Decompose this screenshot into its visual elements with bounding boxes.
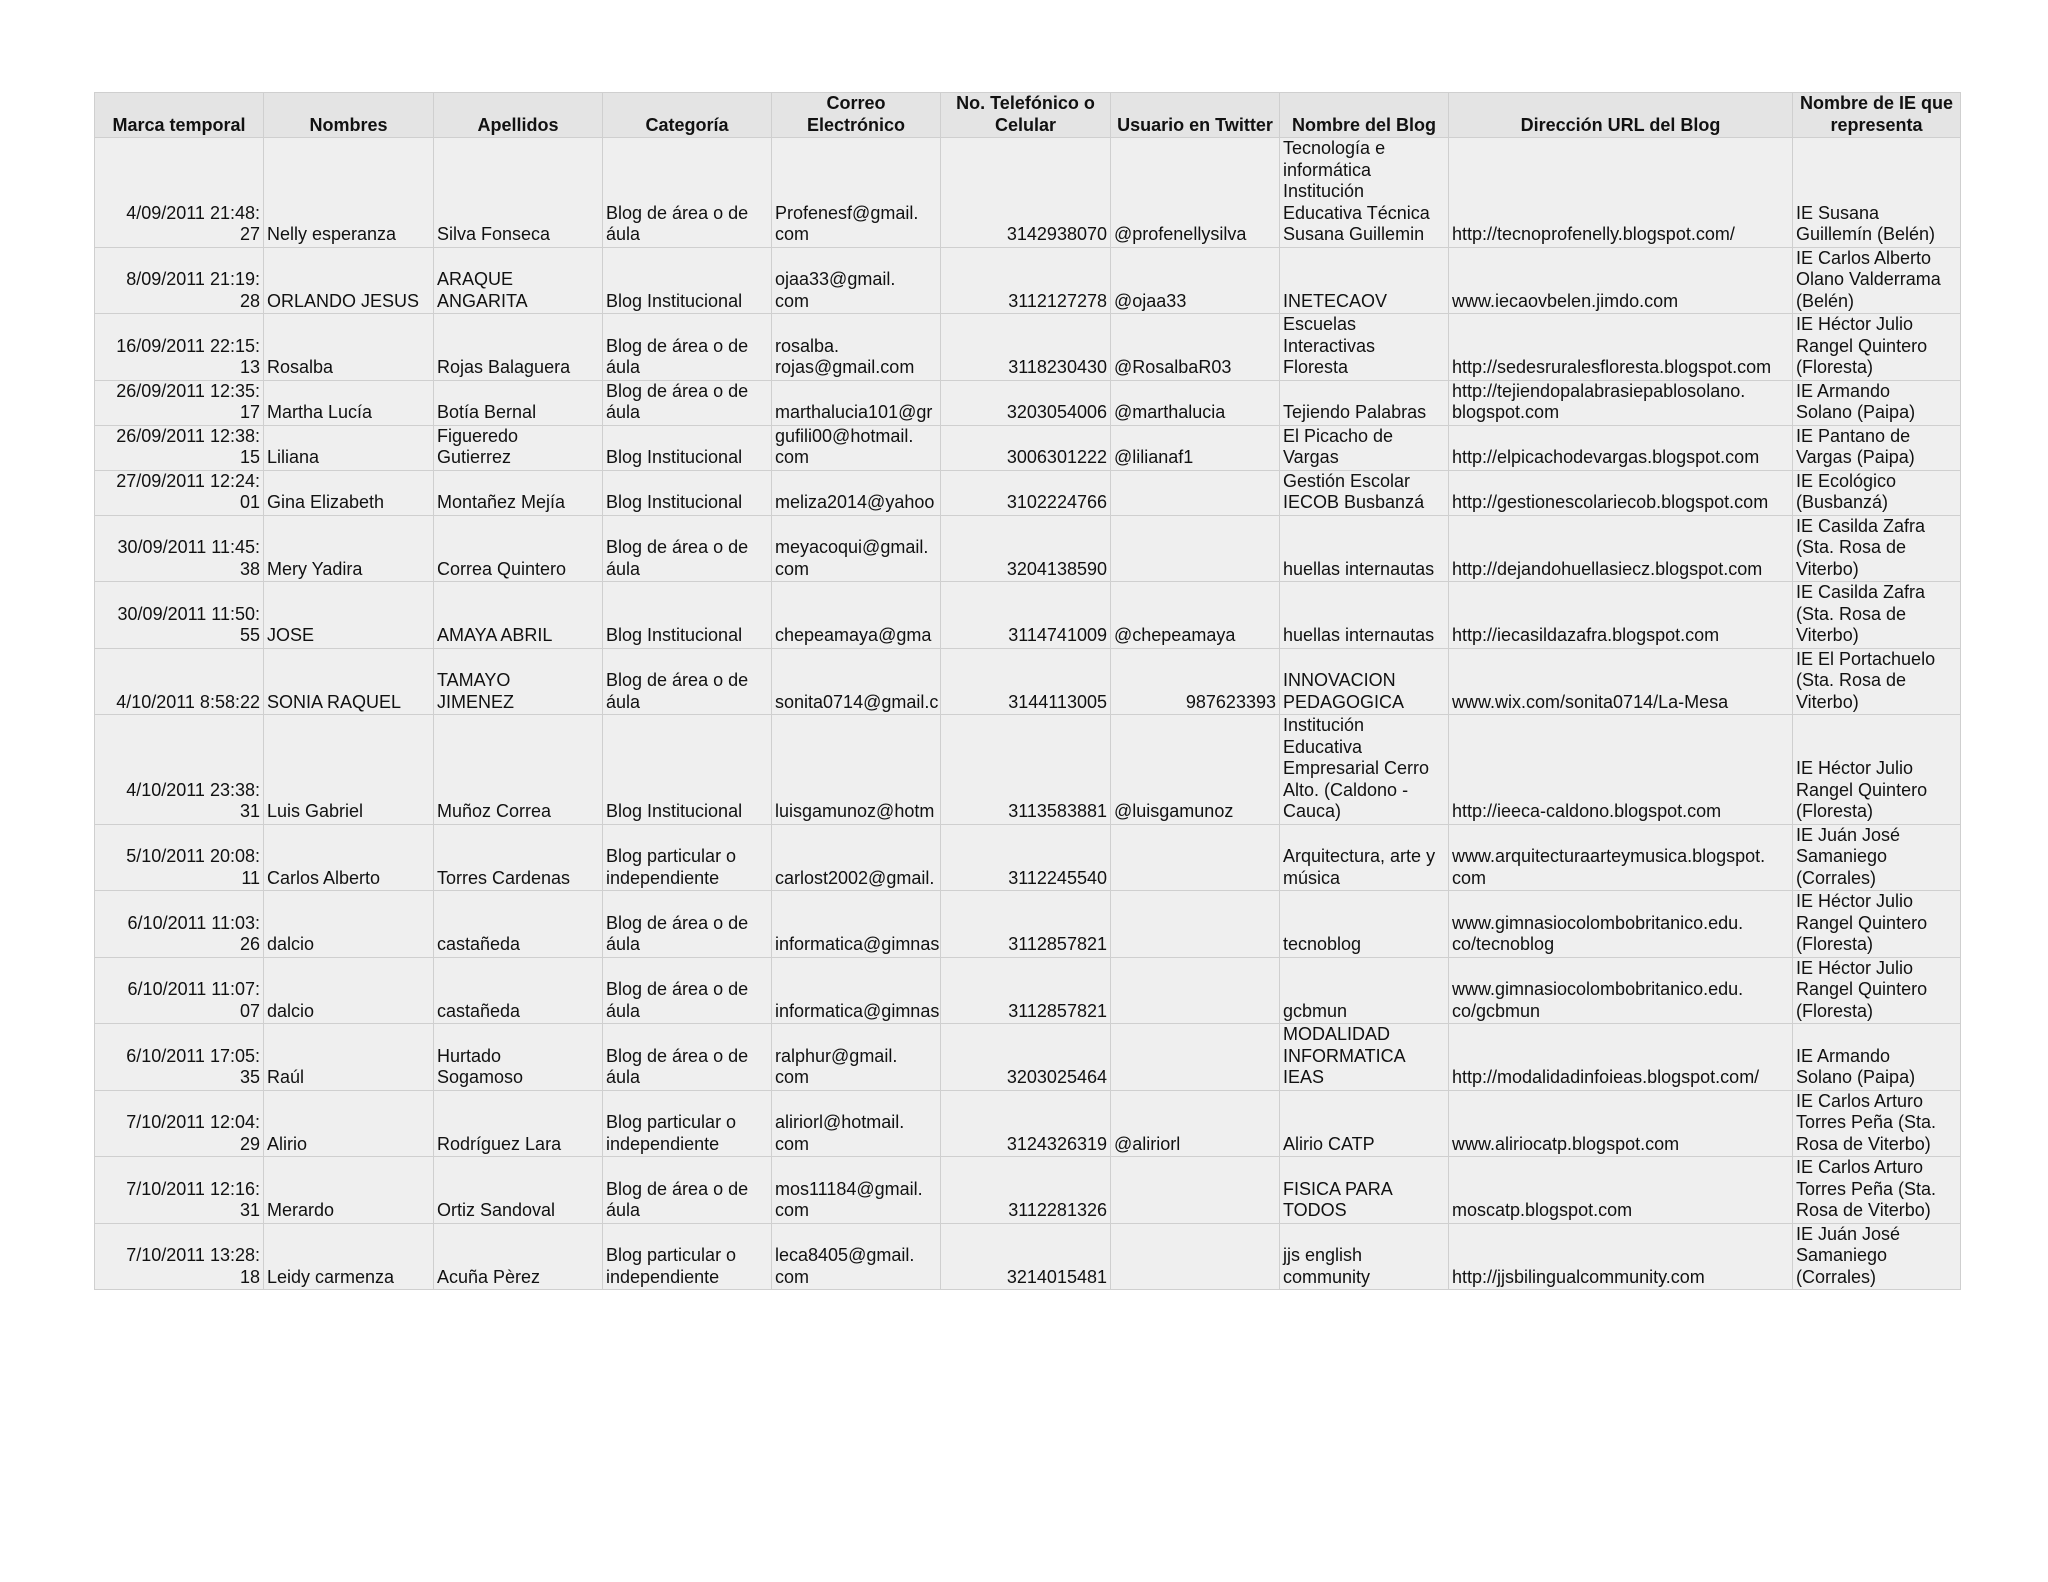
correo-cell[interactable]: aliriorl@hotmail. com <box>772 1090 941 1157</box>
nombres-cell[interactable]: Liliana <box>264 425 434 470</box>
correo-cell[interactable]: chepeamaya@gma <box>772 582 941 649</box>
timestamp-cell[interactable]: 7/10/2011 12:04: 29 <box>95 1090 264 1157</box>
correo-cell[interactable]: meyacoqui@gmail. com <box>772 515 941 582</box>
correo-cell[interactable]: leca8405@gmail. com <box>772 1223 941 1290</box>
correo-cell[interactable]: marthalucia101@gr <box>772 380 941 425</box>
header-categoria: Categoría <box>603 93 772 138</box>
telefono-cell[interactable]: 3144113005 <box>941 648 1111 715</box>
correo-cell[interactable]: gufili00@hotmail. com <box>772 425 941 470</box>
apellidos-cell[interactable]: Rojas Balaguera <box>434 314 603 381</box>
apellidos-cell[interactable]: ARAQUE ANGARITA <box>434 247 603 314</box>
timestamp-cell[interactable]: 8/09/2011 21:19: 28 <box>95 247 264 314</box>
url-blog-cell[interactable]: http://modalidadinfoieas.blogspot.com/ <box>1449 1024 1793 1091</box>
nombre-blog-cell[interactable]: tecnoblog <box>1280 891 1449 958</box>
twitter-cell[interactable] <box>1111 891 1280 958</box>
table-row[interactable] <box>95 715 1961 825</box>
categoria-cell[interactable]: Blog Institucional <box>603 470 772 515</box>
timestamp-cell[interactable]: 30/09/2011 11:50: 55 <box>95 582 264 649</box>
twitter-cell[interactable]: @lilianaf1 <box>1111 425 1280 470</box>
nombres-cell[interactable]: dalcio <box>264 891 434 958</box>
apellidos-cell[interactable]: Hurtado Sogamoso <box>434 1024 603 1091</box>
url-blog-cell[interactable]: http://sedesruralesfloresta.blogspot.com <box>1449 314 1793 381</box>
url-blog-cell[interactable]: http://dejandohuellasiecz.blogspot.com <box>1449 515 1793 582</box>
correo-cell[interactable]: ojaa33@gmail. com <box>772 247 941 314</box>
nombre-blog-cell[interactable]: Tecnología e informática Institución Educativa Técnica Susana Guillemin <box>1280 138 1449 248</box>
nombres-cell[interactable]: Luis Gabriel <box>264 715 434 825</box>
nombre-blog-cell[interactable]: Institución Educativa Empresarial Cerro Alto. (Caldono - Cauca) <box>1280 715 1449 825</box>
timestamp-cell[interactable]: 26/09/2011 12:35: 17 <box>95 380 264 425</box>
telefono-cell[interactable]: 3118230430 <box>941 314 1111 381</box>
categoria-cell[interactable]: Blog Institucional <box>603 582 772 649</box>
timestamp-cell[interactable]: 4/10/2011 23:38: 31 <box>95 715 264 825</box>
url-blog-cell[interactable]: www.gimnasiocolombobritanico.edu. co/tecnoblog <box>1449 891 1793 958</box>
correo-cell[interactable]: sonita0714@gmail.c <box>772 648 941 715</box>
twitter-cell[interactable] <box>1111 1157 1280 1224</box>
telefono-cell[interactable]: 3214015481 <box>941 1223 1111 1290</box>
url-blog-cell[interactable]: www.aliriocatp.blogspot.com <box>1449 1090 1793 1157</box>
nombres-cell[interactable]: dalcio <box>264 957 434 1024</box>
ie-cell[interactable]: IE Héctor Julio Rangel Quintero (Floresta) <box>1793 957 1961 1024</box>
nombres-cell[interactable]: Martha Lucía <box>264 380 434 425</box>
categoria-cell[interactable]: Blog de área o de áula <box>603 648 772 715</box>
twitter-cell[interactable]: @ojaa33 <box>1111 247 1280 314</box>
apellidos-cell[interactable]: Botía Bernal <box>434 380 603 425</box>
header-telefono: No. Telefónico o Celular <box>941 93 1111 138</box>
table-row[interactable] <box>95 247 1961 314</box>
header-nombre-blog: Nombre del Blog <box>1280 93 1449 138</box>
header-ie: Nombre de IE que representa <box>1793 93 1961 138</box>
timestamp-cell[interactable]: 7/10/2011 12:16: 31 <box>95 1157 264 1224</box>
url-blog-cell[interactable]: moscatp.blogspot.com <box>1449 1157 1793 1224</box>
twitter-cell[interactable]: 987623393 <box>1111 648 1280 715</box>
categoria-cell[interactable]: Blog de área o de áula <box>603 957 772 1024</box>
nombre-blog-cell[interactable]: Escuelas Interactivas Floresta <box>1280 314 1449 381</box>
timestamp-cell[interactable]: 6/10/2011 17:05: 35 <box>95 1024 264 1091</box>
timestamp-cell[interactable]: 16/09/2011 22:15: 13 <box>95 314 264 381</box>
categoria-cell[interactable]: Blog de área o de áula <box>603 1157 772 1224</box>
table-row[interactable] <box>95 582 1961 649</box>
nombres-cell[interactable]: Merardo <box>264 1157 434 1224</box>
timestamp-cell[interactable]: 7/10/2011 13:28: 18 <box>95 1223 264 1290</box>
timestamp-cell[interactable]: 4/10/2011 8:58:22 <box>95 648 264 715</box>
timestamp-cell[interactable]: 26/09/2011 12:38: 15 <box>95 425 264 470</box>
url-blog-cell[interactable]: www.gimnasiocolombobritanico.edu. co/gcbmun <box>1449 957 1793 1024</box>
responses-table <box>94 92 1961 1290</box>
apellidos-cell[interactable]: Muñoz Correa <box>434 715 603 825</box>
apellidos-cell[interactable]: castañeda <box>434 891 603 958</box>
telefono-cell[interactable]: 3102224766 <box>941 470 1111 515</box>
nombre-blog-cell[interactable]: Alirio CATP <box>1280 1090 1449 1157</box>
ie-cell[interactable]: IE Carlos Arturo Torres Peña (Sta. Rosa de Viterbo) <box>1793 1157 1961 1224</box>
correo-cell[interactable]: meliza2014@yahoo <box>772 470 941 515</box>
timestamp-cell[interactable]: 30/09/2011 11:45: 38 <box>95 515 264 582</box>
url-blog-cell[interactable]: www.wix.com/sonita0714/La-Mesa <box>1449 648 1793 715</box>
table-row[interactable] <box>95 425 1961 470</box>
telefono-cell[interactable]: 3142938070 <box>941 138 1111 248</box>
categoria-cell[interactable]: Blog particular o independiente <box>603 1223 772 1290</box>
telefono-cell[interactable]: 3204138590 <box>941 515 1111 582</box>
telefono-cell[interactable]: 3112857821 <box>941 957 1111 1024</box>
correo-cell[interactable]: ralphur@gmail. com <box>772 1024 941 1091</box>
nombre-blog-cell[interactable]: El Picacho de Vargas <box>1280 425 1449 470</box>
categoria-cell[interactable]: Blog de área o de áula <box>603 515 772 582</box>
header-apellidos: Apellidos <box>434 93 603 138</box>
nombre-blog-cell[interactable]: MODALIDAD INFORMATICA IEAS <box>1280 1024 1449 1091</box>
nombre-blog-cell[interactable]: jjs english community <box>1280 1223 1449 1290</box>
nombre-blog-cell[interactable]: Gestión Escolar IECOB Busbanzá <box>1280 470 1449 515</box>
ie-cell[interactable]: IE Susana Guillemín (Belén) <box>1793 138 1961 248</box>
telefono-cell[interactable]: 3112281326 <box>941 1157 1111 1224</box>
nombres-cell[interactable]: Raúl <box>264 1024 434 1091</box>
telefono-cell[interactable]: 3112127278 <box>941 247 1111 314</box>
ie-cell[interactable]: IE El Portachuelo (Sta. Rosa de Viterbo) <box>1793 648 1961 715</box>
twitter-cell[interactable] <box>1111 515 1280 582</box>
url-blog-cell[interactable]: www.iecaovbelen.jimdo.com <box>1449 247 1793 314</box>
url-blog-cell[interactable]: http://ieeca-caldono.blogspot.com <box>1449 715 1793 825</box>
apellidos-cell[interactable]: Ortiz Sandoval <box>434 1157 603 1224</box>
correo-cell[interactable]: mos11184@gmail. com <box>772 1157 941 1224</box>
nombres-cell[interactable]: Nelly esperanza <box>264 138 434 248</box>
table-row[interactable] <box>95 1157 1961 1224</box>
categoria-cell[interactable]: Blog de área o de áula <box>603 138 772 248</box>
header-marca-temporal: Marca temporal <box>95 93 264 138</box>
header-row <box>95 93 1961 138</box>
ie-cell[interactable]: IE Casilda Zafra (Sta. Rosa de Viterbo) <box>1793 582 1961 649</box>
telefono-cell[interactable]: 3006301222 <box>941 425 1111 470</box>
table-row[interactable] <box>95 824 1961 891</box>
table-row[interactable] <box>95 470 1961 515</box>
nombres-cell[interactable]: Rosalba <box>264 314 434 381</box>
correo-cell[interactable]: carlost2002@gmail. <box>772 824 941 891</box>
nombre-blog-cell[interactable]: huellas internautas <box>1280 582 1449 649</box>
apellidos-cell[interactable]: AMAYA ABRIL <box>434 582 603 649</box>
table-row[interactable] <box>95 380 1961 425</box>
ie-cell[interactable]: IE Héctor Julio Rangel Quintero (Floresta) <box>1793 715 1961 825</box>
categoria-cell[interactable]: Blog de área o de áula <box>603 380 772 425</box>
twitter-cell[interactable]: @luisgamunoz <box>1111 715 1280 825</box>
spreadsheet-sheet <box>94 92 1961 1290</box>
telefono-cell[interactable]: 3112857821 <box>941 891 1111 958</box>
twitter-cell[interactable]: @aliriorl <box>1111 1090 1280 1157</box>
ie-cell[interactable]: IE Carlos Arturo Torres Peña (Sta. Rosa de Viterbo) <box>1793 1090 1961 1157</box>
table-row[interactable] <box>95 1090 1961 1157</box>
nombres-cell[interactable]: Carlos Alberto <box>264 824 434 891</box>
categoria-cell[interactable]: Blog Institucional <box>603 425 772 470</box>
telefono-cell[interactable]: 3203054006 <box>941 380 1111 425</box>
twitter-cell[interactable] <box>1111 824 1280 891</box>
nombres-cell[interactable]: JOSE <box>264 582 434 649</box>
nombre-blog-cell[interactable]: INNOVACION PEDAGOGICA <box>1280 648 1449 715</box>
timestamp-cell[interactable]: 6/10/2011 11:07: 07 <box>95 957 264 1024</box>
telefono-cell[interactable]: 3124326319 <box>941 1090 1111 1157</box>
ie-cell[interactable]: IE Juán José Samaniego (Corrales) <box>1793 1223 1961 1290</box>
twitter-cell[interactable]: @profenellysilva <box>1111 138 1280 248</box>
apellidos-cell[interactable]: Correa Quintero <box>434 515 603 582</box>
ie-cell[interactable]: IE Héctor Julio Rangel Quintero (Floresta) <box>1793 314 1961 381</box>
twitter-cell[interactable]: @RosalbaR03 <box>1111 314 1280 381</box>
apellidos-cell[interactable]: Acuña Pèrez <box>434 1223 603 1290</box>
table-row[interactable] <box>95 891 1961 958</box>
telefono-cell[interactable]: 3113583881 <box>941 715 1111 825</box>
correo-cell[interactable]: rosalba. rojas@gmail.com <box>772 314 941 381</box>
header-twitter: Usuario en Twitter <box>1111 93 1280 138</box>
apellidos-cell[interactable]: Montañez Mejía <box>434 470 603 515</box>
twitter-cell[interactable] <box>1111 957 1280 1024</box>
apellidos-cell[interactable]: castañeda <box>434 957 603 1024</box>
table-row[interactable] <box>95 515 1961 582</box>
timestamp-cell[interactable]: 6/10/2011 11:03: 26 <box>95 891 264 958</box>
nombres-cell[interactable]: Mery Yadira <box>264 515 434 582</box>
header-url-blog: Dirección URL del Blog <box>1449 93 1793 138</box>
categoria-cell[interactable]: Blog Institucional <box>603 715 772 825</box>
apellidos-cell[interactable]: TAMAYO JIMENEZ <box>434 648 603 715</box>
ie-cell[interactable]: IE Ecológico (Busbanzá) <box>1793 470 1961 515</box>
nombre-blog-cell[interactable]: Tejiendo Palabras <box>1280 380 1449 425</box>
table-row[interactable] <box>95 138 1961 248</box>
nombres-cell[interactable]: Gina Elizabeth <box>264 470 434 515</box>
url-blog-cell[interactable]: http://tejiendopalabrasiepablosolano. blogspot.com <box>1449 380 1793 425</box>
categoria-cell[interactable]: Blog de área o de áula <box>603 891 772 958</box>
categoria-cell[interactable]: Blog Institucional <box>603 247 772 314</box>
telefono-cell[interactable]: 3114741009 <box>941 582 1111 649</box>
table-body <box>95 138 1961 1290</box>
correo-cell[interactable]: informatica@gimnas <box>772 957 941 1024</box>
nombres-cell[interactable]: ORLANDO JESUS <box>264 247 434 314</box>
correo-cell[interactable]: informatica@gimnas <box>772 891 941 958</box>
table-row[interactable] <box>95 314 1961 381</box>
categoria-cell[interactable]: Blog de área o de áula <box>603 314 772 381</box>
apellidos-cell[interactable]: Silva Fonseca <box>434 138 603 248</box>
ie-cell[interactable]: IE Armando Solano (Paipa) <box>1793 380 1961 425</box>
twitter-cell[interactable] <box>1111 1024 1280 1091</box>
ie-cell[interactable]: IE Casilda Zafra (Sta. Rosa de Viterbo) <box>1793 515 1961 582</box>
categoria-cell[interactable]: Blog particular o independiente <box>603 1090 772 1157</box>
url-blog-cell[interactable]: http://iecasildazafra.blogspot.com <box>1449 582 1793 649</box>
url-blog-cell[interactable]: http://gestionescolariecob.blogspot.com <box>1449 470 1793 515</box>
ie-cell[interactable]: IE Armando Solano (Paipa) <box>1793 1024 1961 1091</box>
header-nombres: Nombres <box>264 93 434 138</box>
url-blog-cell[interactable]: www.arquitecturaarteymusica.blogspot. com <box>1449 824 1793 891</box>
table-row[interactable] <box>95 648 1961 715</box>
table-row[interactable] <box>95 1223 1961 1290</box>
nombres-cell[interactable]: SONIA RAQUEL <box>264 648 434 715</box>
nombre-blog-cell[interactable]: INETECAOV <box>1280 247 1449 314</box>
ie-cell[interactable]: IE Juán José Samaniego (Corrales) <box>1793 824 1961 891</box>
timestamp-cell[interactable]: 4/09/2011 21:48: 27 <box>95 138 264 248</box>
timestamp-cell[interactable]: 5/10/2011 20:08: 11 <box>95 824 264 891</box>
nombres-cell[interactable]: Leidy carmenza <box>264 1223 434 1290</box>
telefono-cell[interactable]: 3203025464 <box>941 1024 1111 1091</box>
correo-cell[interactable]: Profenesf@gmail. com <box>772 138 941 248</box>
url-blog-cell[interactable]: http://tecnoprofenelly.blogspot.com/ <box>1449 138 1793 248</box>
categoria-cell[interactable]: Blog de área o de áula <box>603 1024 772 1091</box>
nombre-blog-cell[interactable]: FISICA PARA TODOS <box>1280 1157 1449 1224</box>
apellidos-cell[interactable]: Torres Cardenas <box>434 824 603 891</box>
nombre-blog-cell[interactable]: huellas internautas <box>1280 515 1449 582</box>
nombres-cell[interactable]: Alirio <box>264 1090 434 1157</box>
twitter-cell[interactable] <box>1111 470 1280 515</box>
nombre-blog-cell[interactable]: gcbmun <box>1280 957 1449 1024</box>
telefono-cell[interactable]: 3112245540 <box>941 824 1111 891</box>
table-row[interactable] <box>95 1024 1961 1091</box>
nombre-blog-cell[interactable]: Arquitectura, arte y música <box>1280 824 1449 891</box>
apellidos-cell[interactable]: Rodríguez Lara <box>434 1090 603 1157</box>
categoria-cell[interactable]: Blog particular o independiente <box>603 824 772 891</box>
header-correo: Correo Electrónico <box>772 93 941 138</box>
twitter-cell[interactable] <box>1111 1223 1280 1290</box>
apellidos-cell[interactable]: Figueredo Gutierrez <box>434 425 603 470</box>
table-row[interactable] <box>95 957 1961 1024</box>
timestamp-cell[interactable]: 27/09/2011 12:24: 01 <box>95 470 264 515</box>
url-blog-cell[interactable]: http://jjsbilingualcommunity.com <box>1449 1223 1793 1290</box>
ie-cell[interactable]: IE Pantano de Vargas (Paipa) <box>1793 425 1961 470</box>
twitter-cell[interactable]: @marthalucia <box>1111 380 1280 425</box>
twitter-cell[interactable]: @chepeamaya <box>1111 582 1280 649</box>
ie-cell[interactable]: IE Héctor Julio Rangel Quintero (Floresta) <box>1793 891 1961 958</box>
correo-cell[interactable]: luisgamunoz@hotm <box>772 715 941 825</box>
ie-cell[interactable]: IE Carlos Alberto Olano Valderrama (Belén) <box>1793 247 1961 314</box>
url-blog-cell[interactable]: http://elpicachodevargas.blogspot.com <box>1449 425 1793 470</box>
